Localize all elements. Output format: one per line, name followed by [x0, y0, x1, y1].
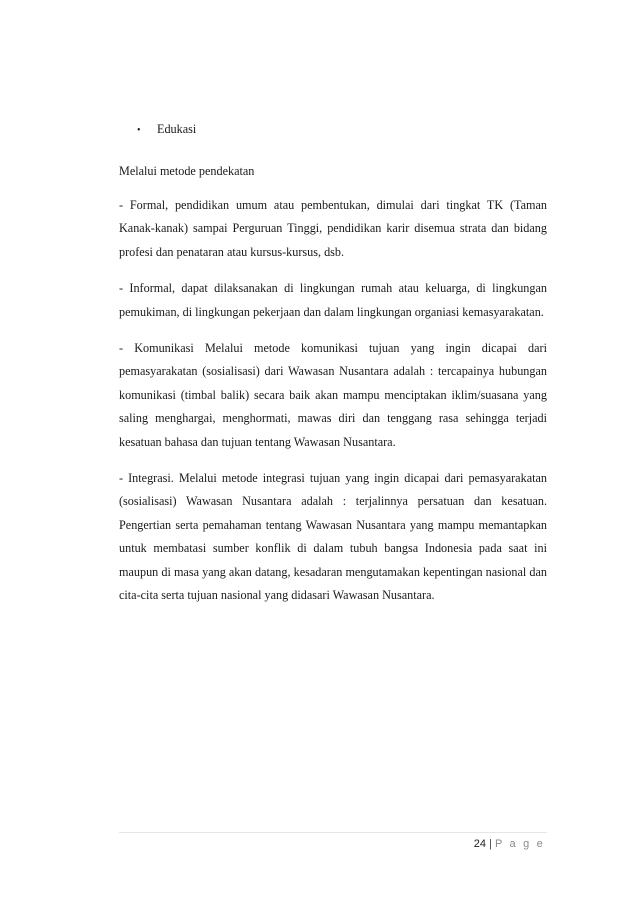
footer-divider — [119, 832, 547, 833]
paragraph-integrasi: - Integrasi. Melalui metode integrasi tujuan yang ingin dicapai dari pemasyarakatan (sosialisasi) Wawasan Nusantara adalah : terjalinnya persatuan dan kesatuan. Pengertian serta pemahaman tentang Wawasan Nusantara yang mampu memantapkan untuk membatasi sumber konflik di dalam tubuh bangsa Indonesia pada saat ini maupun di masa yang akan datang, kesadaran mengutamakan kepentingan nasional dan cita-cita serta tujuan nasional yang didasari Wawasan Nusantara. — [119, 471, 547, 603]
document-body — [119, 119, 547, 621]
bullet-icon: • — [137, 125, 141, 136]
page-footer — [119, 838, 545, 850]
page-number: 24 — [473, 838, 486, 850]
paragraph-informal: - Informal, dapat dilaksanakan di lingkungan rumah atau keluarga, di lingkungan pemukiman, di lingkungan pekerjaan dan dalam lingkungan organiasi kemasyarakatan. — [119, 281, 547, 319]
paragraph-formal: - Formal, pendidikan umum atau pembentukan, dimulai dari tingkat TK (Taman Kanak-kanak) sampai Perguruan Tinggi, pendidikan karir disemua strata dan bidang profesi dan penataran atau kursus-kursus, dsb. — [119, 198, 547, 259]
bullet-label: Edukasi — [157, 122, 197, 136]
footer-separator: | — [489, 838, 492, 850]
bullet-item-edukasi — [137, 119, 547, 141]
page-label: P a g e — [494, 838, 545, 850]
paragraph-komunikasi: - Komunikasi Melalui metode komunikasi tujuan yang ingin dicapai dari pemasyarakatan (sosialisasi) dari Wawasan Nusantara adalah : tercapainya hubungan komunikasi (timbal balik) secara baik akan mampu menciptakan iklim/suasana yang saling menghargai, menghormati, mawas diri dan tenggang rasa sehingga terjadi kesatuan bahasa dan tujuan tentang Wawasan Nusantara. — [119, 341, 547, 449]
intro-line: Melalui metode pendekatan — [119, 164, 255, 178]
